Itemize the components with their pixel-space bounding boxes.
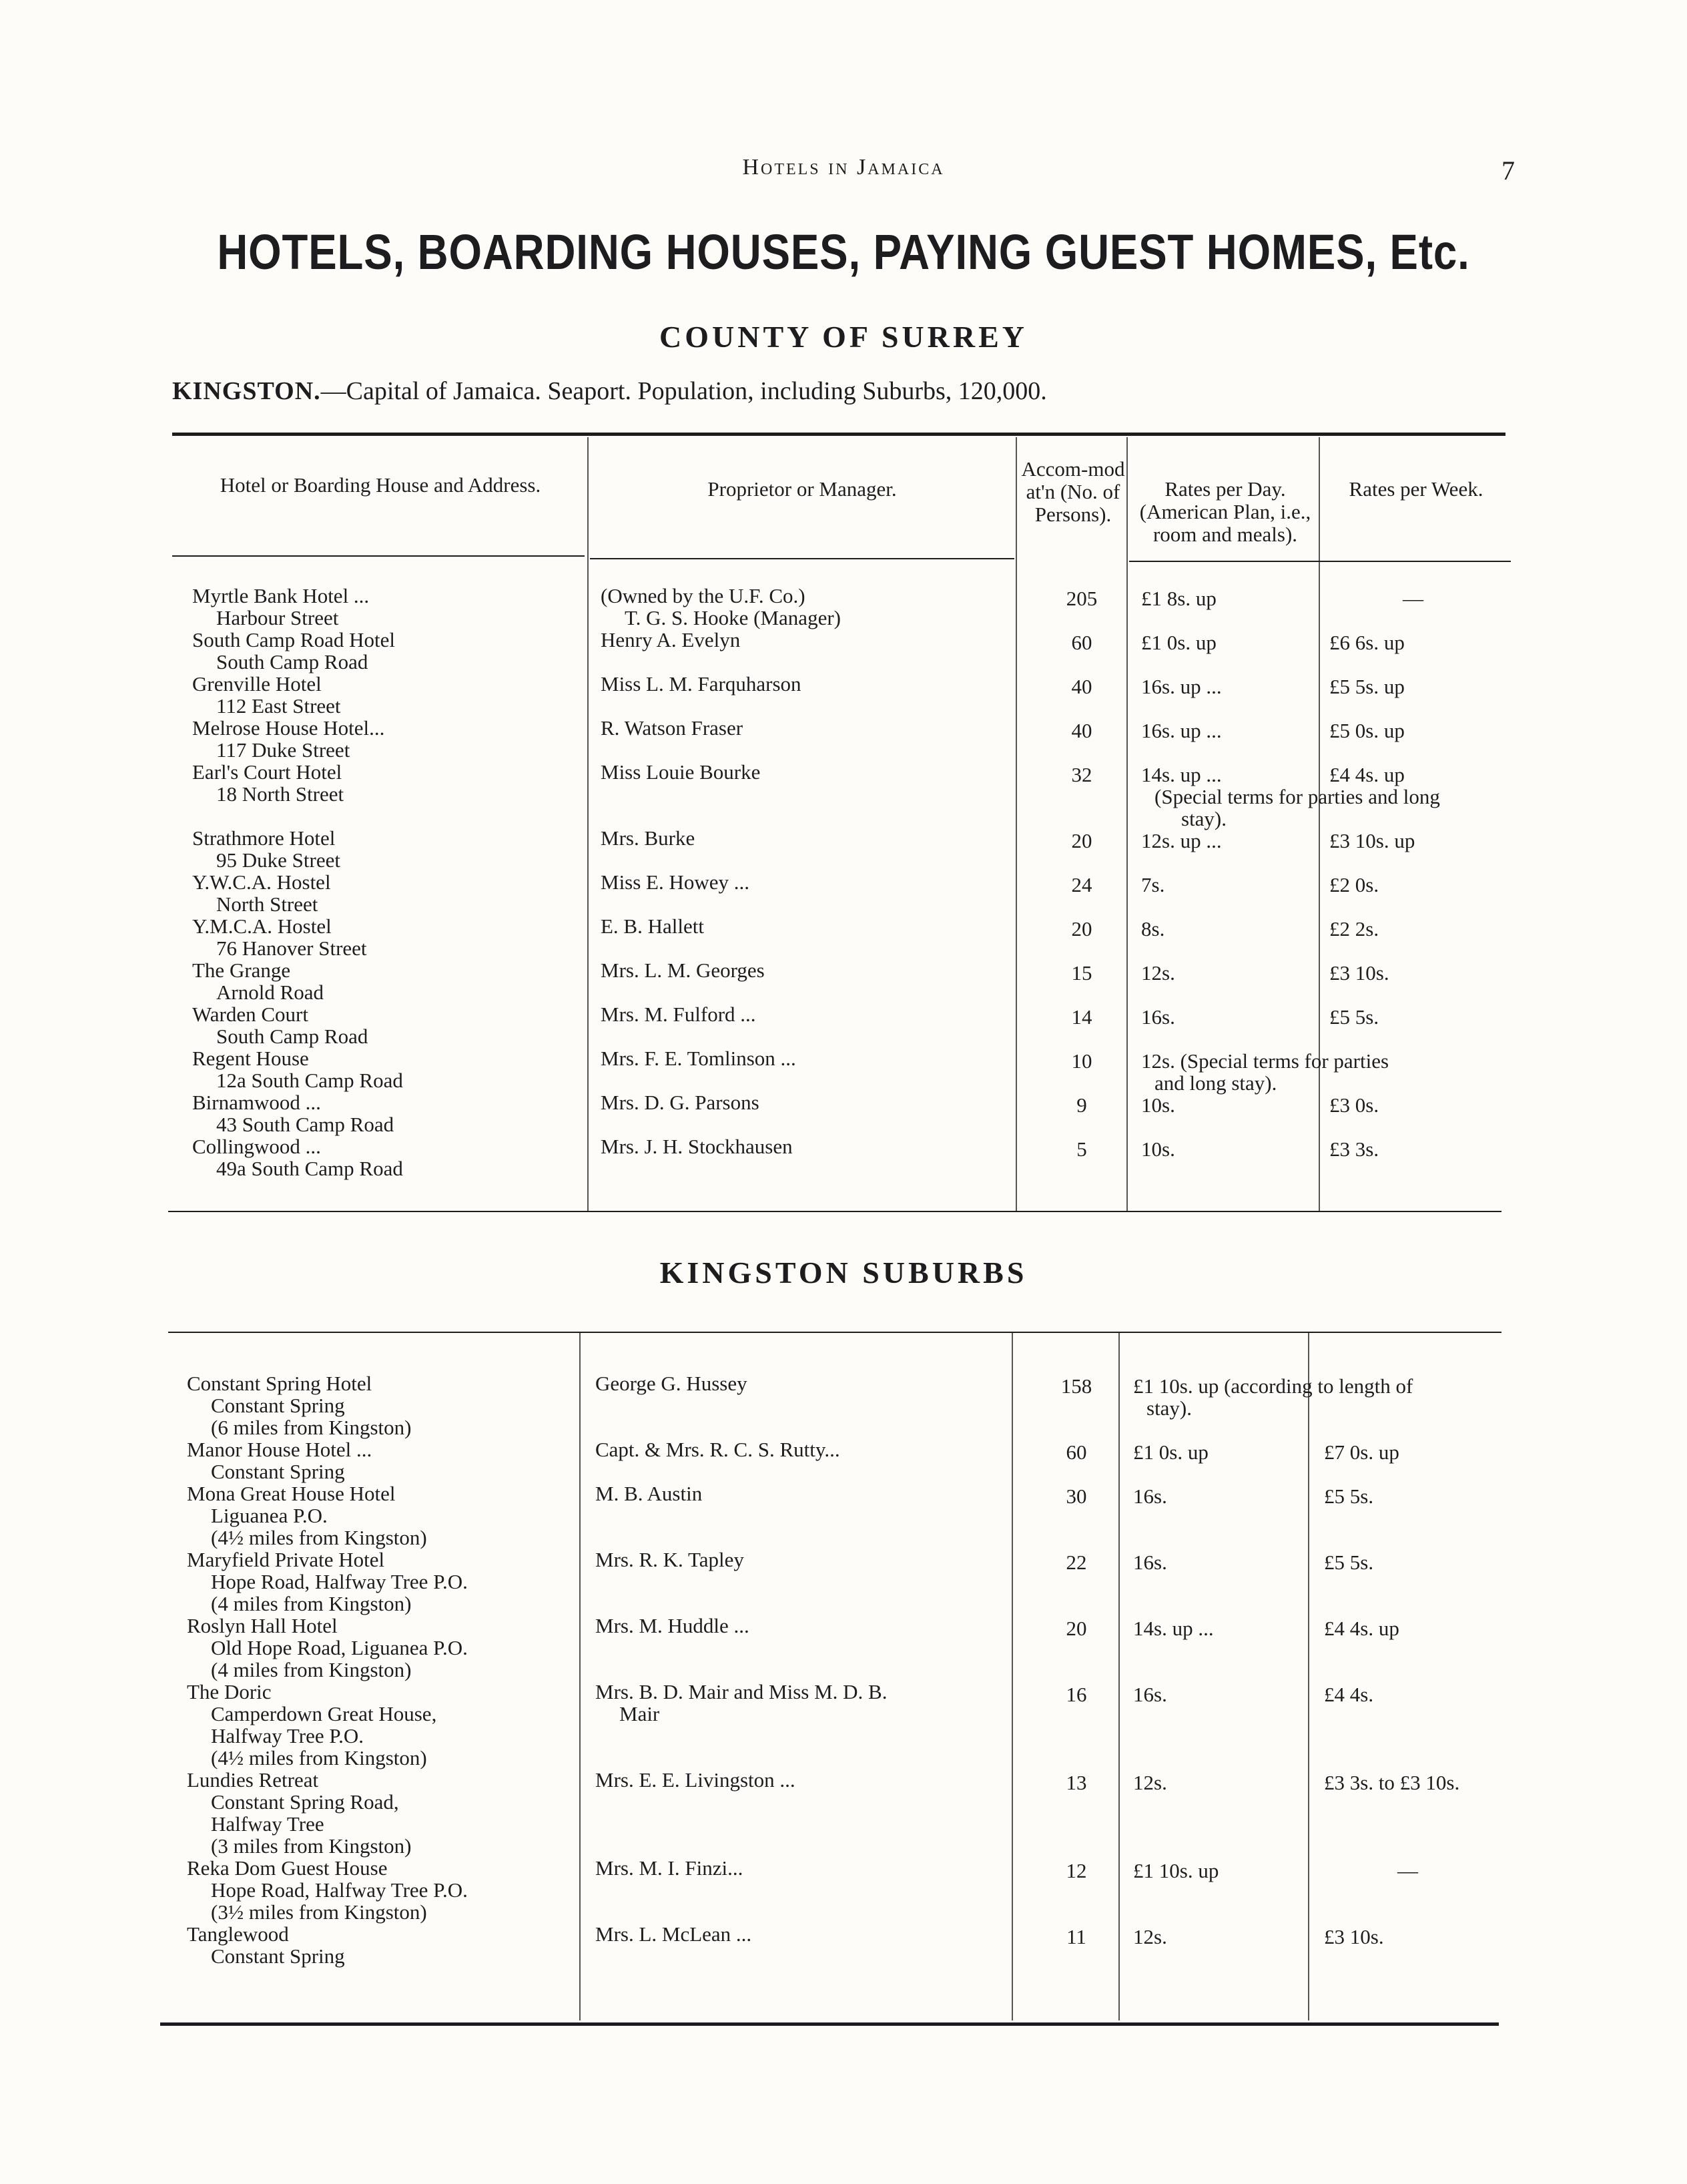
hotel-address: South Camp Road [216,650,368,673]
rate-per-day: 7s. [1141,873,1165,896]
hotel-address: (3 miles from Kingston) [211,1834,412,1858]
rate-per-day: 10s. [1141,1137,1175,1161]
column-divider [1319,437,1320,1211]
proprietor: Capt. & Mrs. R. C. S. Rutty... [595,1438,840,1461]
rate-per-day: £1 10s. up (according to length of [1133,1374,1413,1398]
column-divider [579,1333,581,2020]
hotel-name: Regent House [192,1047,309,1070]
proprietor: R. Watson Fraser [601,716,743,740]
proprietor: George G. Hussey [595,1372,747,1395]
hotel-address: Hope Road, Halfway Tree P.O. [211,1570,468,1593]
rate-per-day: £1 8s. up [1141,587,1217,610]
proprietor: Henry A. Evelyn [601,628,741,651]
rate-per-week: £7 0s. up [1324,1440,1399,1464]
page-title: HOTELS, BOARDING HOUSES, PAYING GUEST HOMES, Etc. [217,224,1470,280]
proprietor: Mrs. R. K. Tapley [595,1548,744,1571]
hotel-address: (3½ miles from Kingston) [211,1900,427,1924]
header-underline [172,555,585,557]
hotel-name: Collingwood ... [192,1135,321,1158]
rate-per-week: £3 0s. [1329,1093,1379,1117]
hotel-address: Arnold Road [216,981,324,1004]
column-header-hotel: Hotel or Boarding House and Address. [220,473,541,497]
proprietor: T. G. S. Hooke (Manager) [625,606,841,629]
hotel-address: South Camp Road [216,1025,368,1048]
rate-per-week: £2 0s. [1329,873,1379,896]
rate-per-week: £4 4s. [1324,1683,1374,1706]
hotel-address: 49a South Camp Road [216,1157,403,1180]
rate-per-week: £3 10s. [1329,961,1389,985]
hotel-address: North Street [216,892,318,916]
rate-per-day: 16s. up ... [1141,675,1222,698]
hotel-address: Halfway Tree P.O. [211,1724,364,1747]
accommodation-persons: 9 [1076,1093,1087,1117]
accommodation-persons: 11 [1066,1925,1086,1948]
intro-place: KINGSTON. [172,377,321,405]
page-number: 7 [1501,156,1515,186]
rate-note: stay). [1146,1396,1193,1420]
proprietor: Miss E. Howey ... [601,870,750,894]
accommodation-persons: 40 [1071,719,1092,742]
rate-note: and long stay). [1154,1071,1277,1095]
rate-per-day: 12s. [1133,1925,1167,1948]
rate-note: stay). [1181,807,1227,830]
accommodation-persons: 12 [1066,1859,1087,1882]
intro-text: —Capital of Jamaica. Seaport. Population, including Suburbs, 120,000. [320,377,1047,405]
proprietor: E. B. Hallett [601,914,704,938]
proprietor: Miss L. M. Farquharson [601,672,801,696]
hotel-address: Constant Spring [211,1944,345,1968]
proprietor: Mrs. M. Fulford ... [601,1003,756,1026]
suburbs-heading: KINGSTON SUBURBS [659,1256,1028,1290]
hotel-name: Strathmore Hotel [192,826,336,850]
rate-per-day: £1 10s. up [1133,1859,1219,1882]
table-top-rule [172,433,1505,436]
rate-per-week: £4 4s. up [1324,1617,1399,1640]
hotel-address: (4 miles from Kingston) [211,1658,412,1681]
hotel-name: Grenville Hotel [192,672,322,696]
rate-per-day: 16s. [1141,1005,1175,1029]
column-divider [1126,437,1128,1211]
rate-per-day: 12s. (Special terms for parties [1141,1049,1389,1073]
column-header-accommodation: Accom-modat'n (No. of Persons). [1021,457,1125,526]
hotel-address: 117 Duke Street [216,738,350,762]
hotel-address: Constant Spring Road, [211,1790,399,1814]
accommodation-persons: 30 [1066,1484,1087,1508]
column-divider [587,437,589,1211]
proprietor: Mrs. L. McLean ... [595,1922,752,1946]
hotel-name: Earl's Court Hotel [192,760,342,784]
running-head: Hotels in Jamaica [742,155,945,180]
proprietor: Mrs. M. I. Finzi... [595,1856,743,1880]
proprietor: Mrs. E. E. Livingston ... [595,1768,795,1792]
hotel-name: Roslyn Hall Hotel [187,1614,338,1637]
column-header-rates-week: Rates per Week. [1349,477,1483,501]
accommodation-persons: 60 [1066,1440,1087,1464]
hotel-name: South Camp Road Hotel [192,628,395,651]
accommodation-persons: 13 [1066,1771,1087,1794]
hotel-name: Mona Great House Hotel [187,1482,396,1505]
hotel-name: Constant Spring Hotel [187,1372,372,1395]
rate-per-day: 14s. up ... [1133,1617,1214,1640]
accommodation-persons: 16 [1066,1683,1087,1706]
accommodation-persons: 20 [1071,829,1092,852]
rate-per-week: — [1397,1859,1418,1882]
rate-per-day: 12s. [1141,961,1175,985]
rate-per-week: — [1403,587,1423,610]
hotel-name: Warden Court [192,1003,308,1026]
hotel-address: Harbour Street [216,606,339,629]
rate-per-week: £6 6s. up [1329,631,1405,654]
hotel-address: Camperdown Great House, [211,1702,437,1725]
hotel-address: (4½ miles from Kingston) [211,1526,427,1549]
hotel-address: 76 Hanover Street [216,936,367,960]
hotel-name: Manor House Hotel ... [187,1438,372,1461]
rate-per-day: 16s. [1133,1551,1167,1574]
hotel-address: Constant Spring [211,1460,345,1483]
hotel-address: 43 South Camp Road [216,1113,394,1136]
rate-per-day: 8s. [1141,917,1165,940]
rate-per-day: £1 0s. up [1133,1440,1209,1464]
hotel-address: (6 miles from Kingston) [211,1416,412,1439]
accommodation-persons: 22 [1066,1551,1087,1574]
column-divider [1308,1333,1309,2020]
rate-per-day: 16s. up ... [1141,719,1222,742]
hotel-address: (4½ miles from Kingston) [211,1746,427,1769]
hotel-name: Reka Dom Guest House [187,1856,388,1880]
hotel-name: Y.M.C.A. Hostel [192,914,332,938]
table-bottom-rule [168,1211,1501,1212]
accommodation-persons: 5 [1076,1137,1087,1161]
suburbs-bottom-rule [160,2022,1499,2026]
proprietor: M. B. Austin [595,1482,703,1505]
accommodation-persons: 40 [1071,675,1092,698]
accommodation-persons: 24 [1071,873,1092,896]
column-divider [1118,1333,1120,2020]
proprietor: Mrs. F. E. Tomlinson ... [601,1047,796,1070]
proprietor: Mrs. B. D. Mair and Miss M. D. B. [595,1680,888,1703]
column-header-rates-day: Rates per Day. (American Plan, i.e., room and meals). [1139,477,1311,546]
rate-per-week: £5 5s. [1324,1551,1374,1574]
hotel-address: (4 miles from Kingston) [211,1592,412,1615]
rate-per-week: £3 10s. up [1329,829,1415,852]
accommodation-persons: 32 [1071,763,1092,786]
hotel-name: Melrose House Hotel... [192,716,385,740]
hotel-address: Liguanea P.O. [211,1504,328,1527]
hotel-address: Hope Road, Halfway Tree P.O. [211,1878,468,1902]
rate-per-week: £5 0s. up [1329,719,1405,742]
hotel-name: Y.W.C.A. Hostel [192,870,331,894]
hotel-address: Halfway Tree [211,1812,324,1836]
column-divider [1016,437,1017,1211]
accommodation-persons: 14 [1071,1005,1092,1029]
rate-per-day: 14s. up ... [1141,763,1222,786]
hotel-name: Birnamwood ... [192,1091,321,1114]
hotel-address: 18 North Street [216,782,344,806]
hotel-name: Lundies Retreat [187,1768,319,1792]
header-underline [590,558,1014,559]
hotel-name: The Grange [192,959,291,982]
hotel-name: Tanglewood [187,1922,289,1946]
rate-per-week: £5 5s. [1329,1005,1379,1029]
accommodation-persons: 20 [1066,1617,1087,1640]
proprietor: Mrs. Burke [601,826,695,850]
rate-per-day: 16s. [1133,1683,1167,1706]
rate-per-week: £3 3s. [1329,1137,1379,1161]
hotel-name: Maryfield Private Hotel [187,1548,385,1571]
accommodation-persons: 15 [1071,961,1092,985]
rate-per-week: £3 3s. to £3 10s. [1324,1771,1460,1794]
accommodation-persons: 60 [1071,631,1092,654]
rate-per-week: £5 5s. [1324,1484,1374,1508]
header-underline [1129,561,1511,562]
rate-per-day: 10s. [1141,1093,1175,1117]
rate-per-day: 12s. [1133,1771,1167,1794]
accommodation-persons: 205 [1066,587,1098,610]
proprietor: Mrs. D. G. Parsons [601,1091,759,1114]
hotel-address: 112 East Street [216,694,341,718]
column-divider [1012,1333,1013,2020]
hotel-address: Constant Spring [211,1394,345,1417]
rate-per-week: £4 4s. up [1329,763,1405,786]
accommodation-persons: 158 [1060,1374,1092,1398]
proprietor: Miss Louie Bourke [601,760,761,784]
hotel-address: 95 Duke Street [216,848,340,872]
rate-per-week: £3 10s. [1324,1925,1384,1948]
proprietor: Mrs. M. Huddle ... [595,1614,749,1637]
proprietor: (Owned by the U.F. Co.) [601,584,805,607]
suburbs-top-rule [168,1332,1501,1333]
rate-per-day: £1 0s. up [1141,631,1217,654]
hotel-name: Myrtle Bank Hotel ... [192,584,370,607]
intro-line [172,376,1047,406]
proprietor: Mrs. L. M. Georges [601,959,765,982]
proprietor: Mrs. J. H. Stockhausen [601,1135,793,1158]
rate-per-week: £2 2s. [1329,917,1379,940]
hotel-address: Old Hope Road, Liguanea P.O. [211,1636,468,1659]
column-header-proprietor: Proprietor or Manager. [707,477,897,501]
rate-per-week: £5 5s. up [1329,675,1405,698]
county-heading: COUNTY OF SURREY [659,320,1028,354]
rate-note: (Special terms for parties and long [1154,785,1440,808]
proprietor: Mair [619,1702,660,1725]
hotel-address: 12a South Camp Road [216,1069,403,1092]
accommodation-persons: 20 [1071,917,1092,940]
rate-per-day: 16s. [1133,1484,1167,1508]
hotel-name: The Doric [187,1680,272,1703]
rate-per-day: 12s. up ... [1141,829,1222,852]
accommodation-persons: 10 [1071,1049,1092,1073]
